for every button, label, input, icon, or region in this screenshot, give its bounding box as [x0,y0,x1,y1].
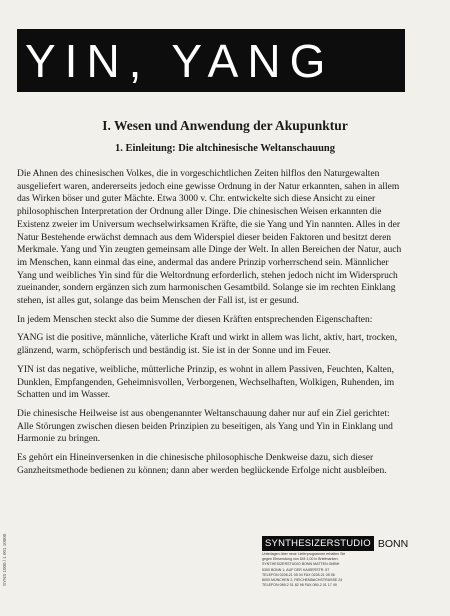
fine-print-line: gegen Einsendung von DM 1,00 in Briefmarken: [262,557,339,562]
fine-print-line: Unterlagen über neue Lieferprogramme erhalten Sie [262,552,346,556]
fine-print-line: TELEFON 0228-21 05 04 FAX 0228-21 05 06 [262,572,335,577]
section-title: I. Wesen und Anwendung der Akupunktur [102,118,348,133]
section-subtitle: 1. Einleitung: Die altchinesische Weltanschauung [114,143,336,154]
paragraph: Es gehört ein Hineinversenken in die chinesische philosophische Denkweise dazu, sich dieser Ganzheitsmethode bedienen zu können; dann aber werden beglückende Erfolge nicht ausbleiben. [17,453,387,476]
brand-city: BONN [377,537,409,550]
body-text [17,168,406,483]
paragraph: Die Ahnen des chinesischen Volkes, die in vorgeschichtlichen Zeiten hilflos den Naturgewalten ausgeliefert waren, andererseits jedoch eine gewisse Ordnung in der Natur erkannten, sahen in allem das Wirken böser und guter Mächte. Etwa 3000 v. Chr. entwickelte sich diese Ansicht zu einer philosophischen Interpretation der Ordnung aller Dinge. Die chinesischen Weisen erkannten die Existenz zweier im Universum wechselwirksamen Kräfte, die sie Yang und Yin nannten. Alles in der Natur Bestehende erwächst demnach aus dem Widerspiel dieser beiden Faktoren und besitzt deren Merkmale. Yang und Yin zeugten gemeinsam alle Dinge der Welt. In allen Bereichen der Natur, auch im Menschen, kann einmal das eine, andermal das andere Prinzip vorherrschend sein. Männlicher Yang und weibliches Yin sind für die Weltordnung erforderlich, stehen jedoch nicht im Widerspruch zueinander, sondern ergänzen sich zum harmonischen Gesamtbild. Solange sie im rechten Einklang stehen, ist alles gut, solange das beim Menschen der Fall ist, ist er gesund. [17,169,402,307]
paragraph: Die chinesische Heilweise ist aus obengenannter Weltanschauung daher nur auf ein Ziel gerichtet: Alle Störungen zwischen diesen beiden Prinzipien zu beseitigen, als Yang und Yin in Einklang und Harmonie zu bringen. [17,408,393,445]
side-print-code: SYNS 1000 / 1 001 10000 [2,533,7,586]
fine-print-line: 5300 BONN 1, AUF DER KAISERSTR. 57 [262,567,330,572]
brand-name: SYNTHESIZERSTUDIO [262,536,374,551]
fine-print-line: SYNTHESIZERSTUDIO BONN MATTEN GMBH [262,562,340,567]
contact-fine-print [262,552,412,588]
fine-print-line: TELEFON 089-2 01 82 96 FAX 089-2 01 17 49 [262,583,337,588]
fine-print-line: 8000 MÜNCHEN 2, REICHENBACHSTRASSE 24 [262,578,343,583]
paragraph: YANG ist die positive, männliche, väterliche Kraft und wirkt in allem was licht, aktiv, hart, trocken, glänzend, warm, schöpferisch und beständig ist. Sie ist in der Sonne und im Feuer. [17,333,398,357]
brand-logo [262,536,408,551]
paragraph: YIN ist das negative, weibliche, mütterliche Prinzip, es wohnt in allem Passiven, Feuchten, Kalten, Dunklen, Empfangenden, Geheimnisvollen, Verborgenen, Wechselhaften, Wolkigen, Ruhenden, im Schatten und im Wasser. [17,364,395,401]
banner-title: YIN, YANG [25,34,335,87]
paragraph: In jedem Menschen steckt also die Summe der diesen Kräften entsprechenden Eigenschaften: [17,314,373,325]
title-banner [17,29,405,92]
